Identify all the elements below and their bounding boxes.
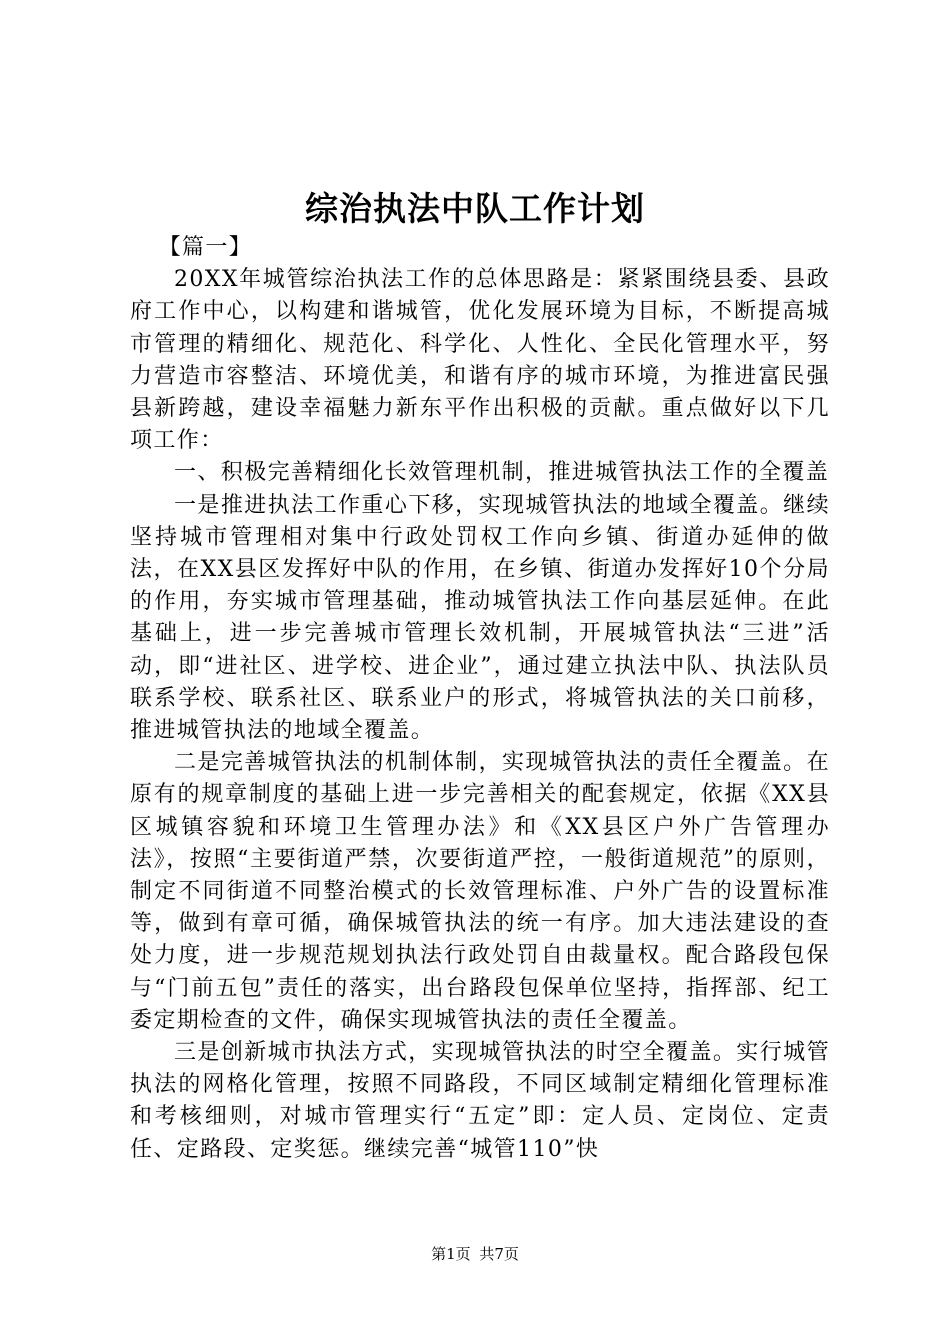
document-body — [130, 232, 830, 1166]
document-title: 综治执法中队工作计划 — [305, 189, 645, 228]
paragraph-item-1: 一是推进执法工作重心下移，实现城管执法的地域全覆盖。继续坚持城市管理相对集中行政处罚权工作向乡镇、街道办延伸的做法，在XX县区发挥好中队的作用，在乡镇、街道办发挥好10个分局的作用，夯实城市管理基础，推动城管执法工作向基层延伸。在此基础上，进一步完善城市管理长效机制，开展城管执法“三进”活动，即“进社区、进学校、进企业”，通过建立执法中队、执法队员联系学校、联系社区、联系业户的形式，将城管执法的关口前移，推进城管执法的地域全覆盖。 — [130, 492, 830, 744]
paragraph-heading-1: 一、积极完善精细化长效管理机制，推进城管执法工作的全覆盖 — [174, 460, 830, 486]
paragraph-item-3: 三是创新城市执法方式，实现城管执法的时空全覆盖。实行城管执法的网格化管理，按照不同路段，不同区域制定精细化管理标准和考核细则，对城市管理实行“五定”即：定人员、定岗位、定责任、定路段、定奖惩。继续完善“城管110”快 — [130, 1040, 830, 1162]
page-number-total: 共7页 — [479, 1245, 519, 1263]
paragraph-intro: 20XX年城管综治执法工作的总体思路是：紧紧围绕县委、县政府工作中心，以构建和谐城管，优化发展环境为目标，不断提高城市管理的精细化、规范化、科学化、人性化、全民化管理水平，努力营造市容整洁、环境优美，和谐有序的城市环境，为推进富民强县新跨越，建设幸福魅力新东平作出积极的贡献。重点做好以下几项工作： — [130, 267, 830, 454]
section-tag: 【篇一】 — [158, 235, 253, 260]
page-footer — [0, 1244, 950, 1264]
paragraph-item-2: 二是完善城管执法的机制体制，实现城管执法的责任全覆盖。在原有的规章制度的基础上进一步完善相关的配套规定，依据《XX县区城镇容貌和环境卫生管理办法》和《XX县区户外广告管理办法》，按照“主要街道严禁，次要街道严控，一般街道规范”的原则，制定不同街道不同整治模式的长效管理标准、户外广告的设置标准等，做到有章可循，确保城管执法的统一有序。加大违法建设的查处力度，进一步规范规划执法行政处罚自由裁量权。配合路段包保与“门前五包”责任的落实，出台路段包保单位坚持，指挥部、纪工委定期检查的文件，确保实现城管执法的责任全覆盖。 — [130, 750, 830, 1033]
page-number-current: 第1页 — [431, 1245, 471, 1263]
